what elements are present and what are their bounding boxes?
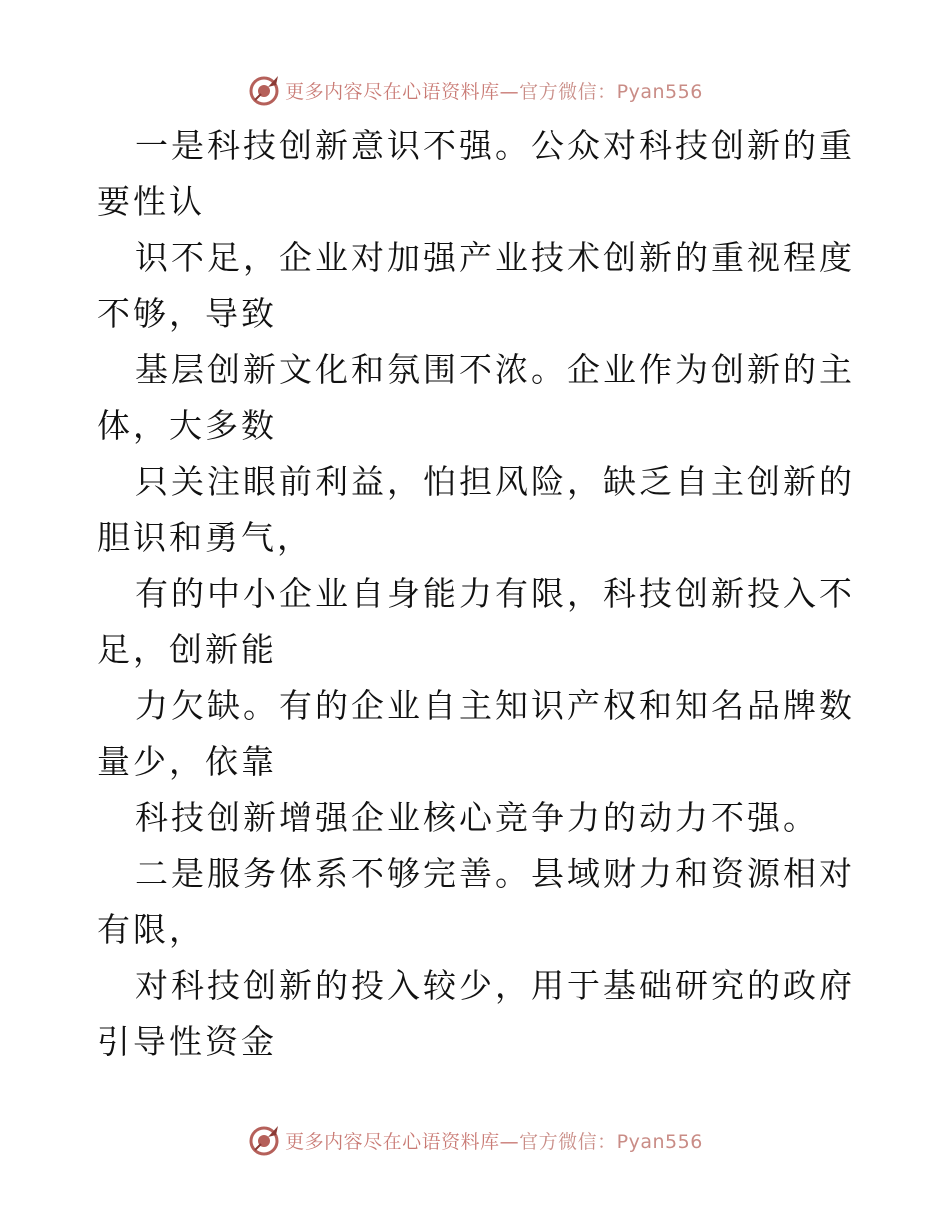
paragraph-first-line: 有的中小企业自身能力有限，科技创新投入不 (135, 574, 855, 613)
paragraph (97, 566, 857, 678)
paragraph-first-line: 力欠缺。有的企业自主知识产权和知名品牌数量 (97, 686, 855, 781)
paragraph (97, 958, 857, 1070)
watermark-wechat-text: 官方微信：Pyan556 (519, 1130, 703, 1153)
watermark-wechat-text: 官方微信：Pyan556 (519, 80, 703, 103)
paragraph-continuation: 识和勇气， (133, 518, 313, 557)
watermark-separator: — (499, 80, 520, 103)
paragraph-first-line: 科技创新增强企业核心竞争力的动力不强。 (135, 798, 819, 837)
paragraph-continuation: 导性资金 (133, 1022, 277, 1061)
paragraph (97, 454, 857, 566)
paragraph-continuation: 足，创新能 (97, 630, 277, 669)
watermark-site-text: 更多内容尽在心语资料库 (285, 80, 500, 103)
paragraph (97, 846, 857, 958)
paragraph (97, 678, 857, 790)
watermark-banner-bottom (0, 1120, 950, 1160)
paragraph (97, 230, 857, 342)
paragraph-first-line: 基层创新文化和氛围不浓。企业作为创新的主 (135, 350, 855, 389)
paragraph (97, 342, 857, 454)
paragraph-continuation: 少，依靠 (133, 742, 277, 781)
watermark-text (285, 1127, 703, 1154)
paragraph-continuation: 性认 (133, 182, 205, 221)
paragraph-first-line: 识不足，企业对加强产业技术创新的重视程度不 (97, 238, 855, 333)
watermark-text (285, 77, 703, 104)
paragraph-continuation: 够，导致 (133, 294, 277, 333)
body-text (97, 118, 857, 1070)
paragraph (97, 790, 857, 846)
paragraph-continuation: 限， (133, 910, 205, 949)
quill-pen-circle-icon (247, 1123, 281, 1157)
paragraph-continuation: 体，大多数 (97, 406, 277, 445)
paragraph-first-line: 二是服务体系不够完善。县域财力和资源相对有 (97, 854, 855, 949)
paragraph-first-line: 只关注眼前利益，怕担风险，缺乏自主创新的胆 (97, 462, 855, 557)
watermark-banner-top (0, 70, 950, 110)
quill-pen-circle-icon (247, 73, 281, 107)
paragraph (97, 118, 857, 230)
paragraph-first-line: 对科技创新的投入较少，用于基础研究的政府引 (97, 966, 855, 1061)
paragraph-first-line: 一是科技创新意识不强。公众对科技创新的重要 (97, 126, 855, 221)
watermark-separator: — (499, 1130, 520, 1153)
watermark-site-text: 更多内容尽在心语资料库 (285, 1130, 500, 1153)
